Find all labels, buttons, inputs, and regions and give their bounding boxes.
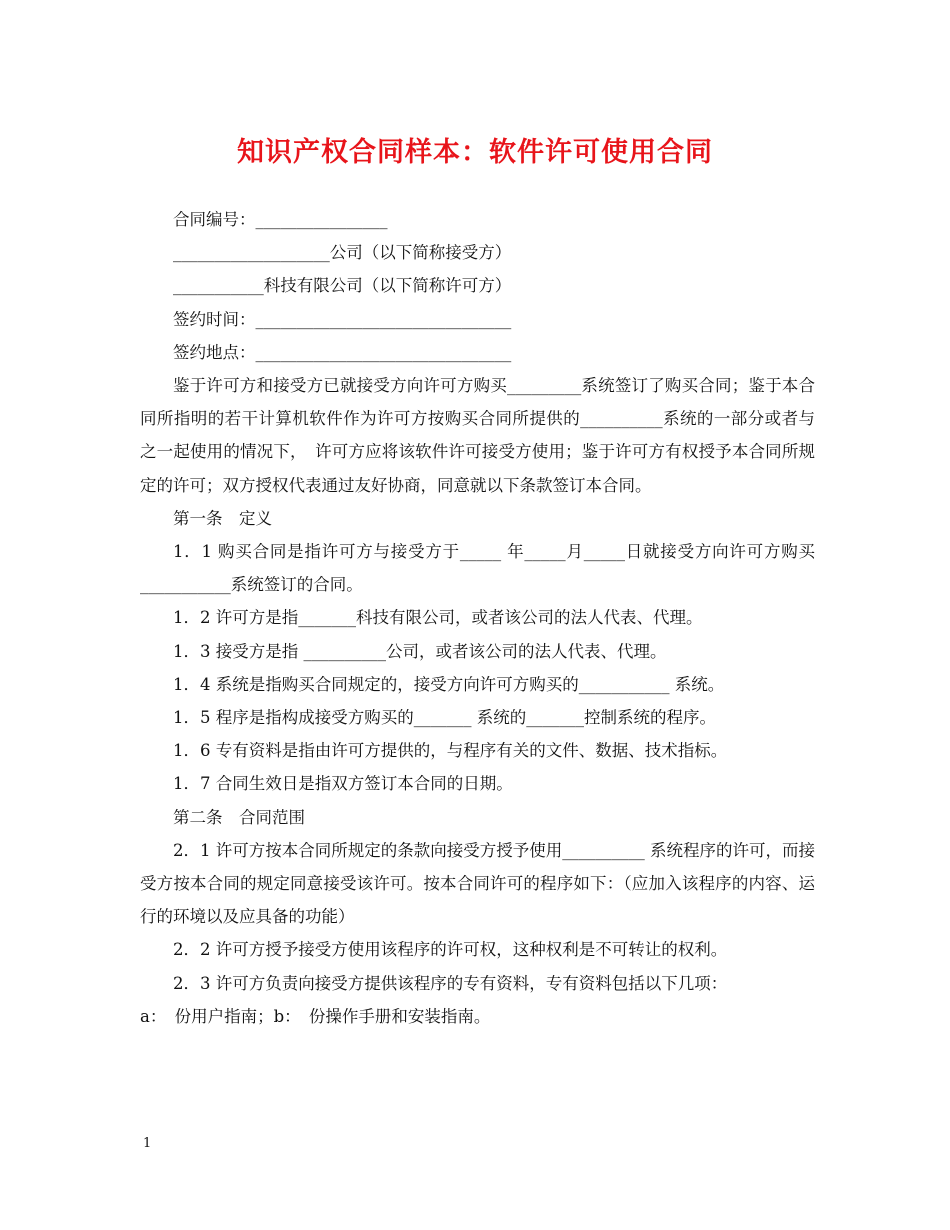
clause-2-1: 2．1 许可方按本合同所规定的条款向接受方授予使用__________ 系统程序的许可，而接受方按本合同的规定同意接受该许可。按本合同许可的程序如下：（应加入该程序的内容、运行的环境以及应具备的功能）	[140, 840, 815, 927]
clause-2-3-items: a： 份用户指南；b： 份操作手册和安装指南。	[140, 1006, 491, 1026]
page-number: 1	[143, 1136, 152, 1151]
article-2-heading: 第二条 合同范围	[173, 807, 305, 827]
clause-1-4: 1．4 系统是指购买合同规定的，接受方向许可方购买的___________ 系统。	[173, 674, 725, 694]
clause-1-6: 1．6 专有资料是指由许可方提供的，与程序有关的文件、数据、技术指标。	[173, 741, 728, 761]
licensor-line: ___________科技有限公司（以下简称许可方）	[173, 276, 512, 296]
signing-place-line: 签约地点：_______________________________	[173, 342, 512, 362]
preamble-paragraph: 鉴于许可方和接受方已就接受方向许可方购买_________系统签订了购买合同；鉴于本合同所指明的若干计算机软件作为许可方按购买合同所提供的__________系统的一部分或者与之一起使用的情况下， 许可方应将该软件许可接受方使用；鉴于许可方有权授予本合同所规定的许可；双方授权代表通过友好协商，同意就以下条款签订本合同。	[140, 376, 815, 495]
signing-date-line: 签约时间：_______________________________	[173, 309, 512, 329]
article-1-heading: 第一条 定义	[173, 508, 272, 528]
licensee-line: ___________________公司（以下简称接受方）	[173, 243, 512, 263]
contract-number-line: 合同编号：________________	[173, 210, 388, 229]
document-body	[140, 203, 815, 1033]
clause-1-1: 1．1 购买合同是指许可方与接受方于_____ 年_____月_____日就接受方向许可方购买___________系统签订的合同。	[140, 542, 815, 595]
clause-1-7: 1．7 合同生效日是指双方签订本合同的日期。	[173, 774, 513, 794]
clause-1-5: 1．5 程序是指构成接受方购买的_______ 系统的_______控制系统的程序。	[173, 708, 716, 728]
clause-1-2: 1．2 许可方是指_______科技有限公司，或者该公司的法人代表、代理。	[173, 608, 703, 628]
clause-2-2: 2．2 许可方授予接受方使用该程序的许可权，这种权利是不可转让的权利。	[173, 940, 728, 960]
clause-2-3: 2．3 许可方负责向接受方提供该程序的专有资料，专有资料包括以下几项：	[173, 973, 728, 993]
clause-1-3: 1．3 接受方是指 __________公司，或者该公司的法人代表、代理。	[173, 641, 667, 661]
document-title: 知识产权合同样本：软件许可使用合同	[237, 137, 713, 168]
